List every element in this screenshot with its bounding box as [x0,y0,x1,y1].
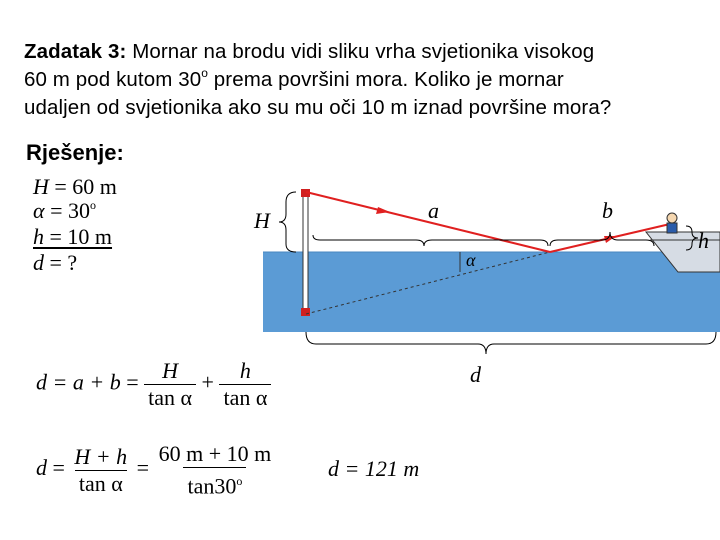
eq2-equals-1: = [52,455,65,481]
brace-a [313,235,548,246]
brace-d [306,332,716,354]
eq1-equals: = [126,369,139,395]
eq1-fraction-2: $\frac{h}{\text{tan α}}$ [219,358,271,411]
given-d: d = ? [33,250,78,275]
label-H: H [254,208,270,233]
sea-surface [263,252,720,332]
eq1-fraction-1: $\frac{H}{\text{tan α}}$ [144,358,196,411]
eq2-lhs: d [36,455,47,481]
equation-2 [36,441,275,499]
eq2-fraction-1: $\frac{H + h}{\text{tan α}}$ [74,443,128,496]
problem-line1: Mornar na brodu vidi sliku vrha svjetionika visokog [126,40,595,63]
lighthouse-base-marker [301,308,310,316]
lighthouse-pole [303,192,308,314]
degree-symbol: o [201,66,208,80]
problem-line3: udaljen od svjetionika ako su mu oči 10 m iznad površine mora? [24,96,612,119]
person-head [667,213,677,223]
eq2-fraction-2: $\frac{60 m + 10 m}{\tan 30^o}$ [158,441,272,499]
brace-H [279,192,296,252]
given-alpha: $\alpha = 30^o$ [33,198,96,223]
given-h: h = 10 m [33,224,113,249]
label-alpha: α [466,250,476,270]
label-a: a [428,198,439,223]
label-h: h [698,228,709,253]
problem-title: Zadatak 3: [24,40,127,63]
eq2-equals-2: = [136,455,150,481]
result: d = 121 m [328,456,420,481]
solution-label: Rješenje: [26,140,124,165]
problem-line2-pre: 60 m pod kutom 30 [24,68,202,91]
label-b: b [602,198,613,223]
given-H: H = 60 m [33,174,117,199]
problem-line2-post: prema površini mora. Koliko je mornar [207,68,564,91]
eq1-plus: + [201,369,214,395]
person-body [667,223,677,233]
eq1-lhs: d = a + b [36,369,121,395]
label-d: d [470,362,481,387]
equation-1 [36,358,271,411]
